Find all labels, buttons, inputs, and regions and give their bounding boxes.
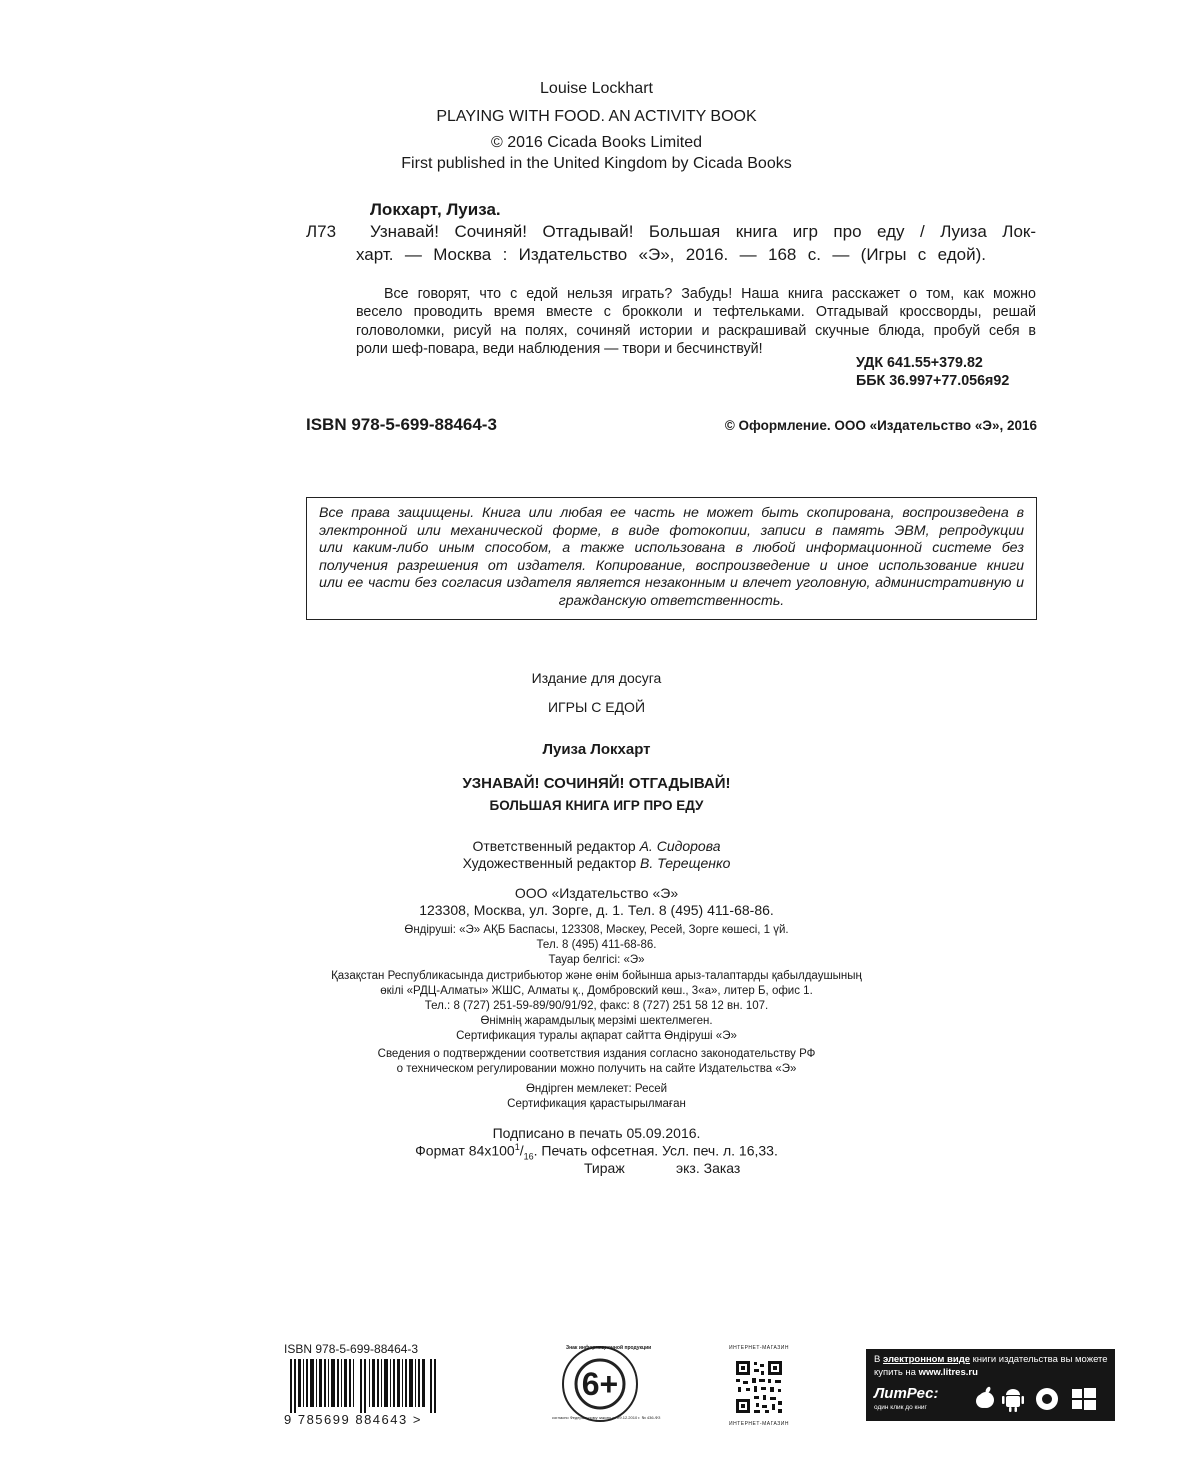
catalog-abstract (356, 285, 1036, 358)
isbn: ISBN 978-5-699-88464-3 (306, 415, 497, 434)
abstract-line: Все говорят, что с едой нельзя играть? Забудь! Наша книга расскажет о том, как можно (384, 286, 1036, 302)
kz-line: өкілі «РДЦ-Алматы» ЖШС, Алматы қ., Домбровский көш., 3«а», литер Б, офис 1. (380, 984, 813, 997)
imprint-title: УЗНАВАЙ! СОЧИНЯЙ! ОТГАДЫВАЙ! (462, 775, 731, 792)
design-copyright: © Оформление. ООО «Издательство «Э», 2016 (724, 418, 1037, 433)
shop-label-top: ИНТЕРНЕТ-МАГАЗИН (729, 1345, 789, 1351)
barcode-bars (290, 1359, 440, 1413)
origin-info (0, 1082, 1193, 1112)
rights-line: получения разрешения от издателя. Копирование, воспроизведение и иное использование книги (319, 557, 1024, 574)
format-prefix: Формат 84х100 (415, 1142, 515, 1159)
blackberry-icon (1036, 1388, 1058, 1410)
kz-line: Қазақстан Республикасында дистрибьютор және өнім бойынша арыз-талаптарды қабылдаушының (331, 969, 862, 982)
abstract-line: головоломки, рисуй на полях, сочиняй истории и раскрашивай скучные блюда, пробуй себя в (356, 322, 1036, 339)
origin-line: Өндірген мемлекет: Ресей (525, 1083, 668, 1095)
barcode-isbn: ISBN 978-5-699-88464-3 (284, 1342, 419, 1356)
kz-line: Өнімнің жарамдылық мерзімі шектелмеген. (480, 1015, 713, 1028)
original-author: Louise Lockhart (540, 80, 653, 97)
rf-line: о техническом регулировании можно получить на сайте Издательства «Э» (396, 1063, 797, 1076)
litres-text: книги издательства вы можете (970, 1354, 1108, 1365)
shop-label-bottom: ИНТЕРНЕТ-МАГАЗИН (729, 1421, 789, 1427)
kz-line: Тауар белгісі: «Э» (548, 954, 645, 967)
kz-line: Тел. 8 (495) 411-68-86. (536, 939, 657, 952)
catalog-heading: Локхарт, Луиза. (370, 200, 501, 219)
format-line: Формат $84х100^1/_{16}$. Печать офсетная. Усл. печ. л. 16,33. (415, 1142, 778, 1162)
rights-line: гражданскую ответственность. (558, 592, 785, 609)
imprint-subtitle: БОЛЬШАЯ КНИГА ИГР ПРО ЕДУ (489, 798, 704, 813)
kz-line: Сертификация туралы ақпарат сайтта Өндіруші «Э» (456, 1030, 737, 1043)
editor-name: А. Сидорова (639, 838, 721, 854)
rights-line: или каким-либо иным способом, а также использована в любой информационной системе без (319, 540, 1024, 557)
abstract-line: весело проводить время вместе с брокколи и тефтельками. Отгадывай кроссворды, решай (356, 304, 1036, 321)
litres-url: www.litres.ru (918, 1367, 978, 1378)
age-rating-value: 6+ (581, 1366, 619, 1402)
editor-line (0, 838, 1193, 854)
original-title: PLAYING WITH FOOD. AN ACTIVITY BOOK (436, 108, 757, 125)
original-copyright: © 2016 Cicada Books Limited (490, 134, 702, 151)
apple-icon (976, 1386, 994, 1408)
rights-notice (306, 497, 1037, 620)
litres-tagline: один клик до книг (874, 1404, 927, 1411)
litres-text: купить на (874, 1367, 919, 1378)
art-editor-name: В. Терещенко (640, 855, 731, 871)
edition-type: Издание для досуга (531, 670, 662, 686)
age-rating-bottom-text: согласно Федеральному закону от 29.12.2010 г. № 436-ФЗ (552, 1415, 661, 1420)
isbn-barcode (284, 1342, 450, 1430)
platform-icons (972, 1385, 1108, 1413)
barcode-digits-text: 9 785699 884643 (284, 1412, 408, 1427)
editor-label: Ответственный редактор (472, 838, 636, 854)
format-suffix: . Печать офсетная. Усл. печ. л. 16,33. (533, 1142, 778, 1159)
shop-qr-block (716, 1345, 802, 1429)
publisher-address: 123308, Москва, ул. Зорге, д. 1. Тел. 8 (495) 411-68-86. (419, 902, 774, 918)
barcode-digits (284, 1412, 422, 1427)
litres-line-1 (874, 1354, 1108, 1365)
circulation: Тираж (584, 1160, 625, 1176)
catalog-index: Л73 (306, 222, 337, 241)
publisher-name: ООО «Издательство «Э» (514, 885, 679, 901)
rights-line: Все права защищены. Книга или любая ее часть не может быть скопирована, воспроизведена в (319, 505, 1024, 521)
catalog-line-1: Узнавай! Сочиняй! Отгадывай! Большая книга игр про еду / Луиза Лок- (370, 222, 1036, 241)
barcode-arrow: > (412, 1412, 422, 1427)
art-editor-line (0, 855, 1193, 871)
litres-banner (866, 1349, 1115, 1421)
age-rating-badge (546, 1345, 661, 1423)
bbk: ББК 36.997+77.056я92 (856, 373, 1010, 389)
rf-info (0, 1047, 1193, 1077)
qr-code-icon (734, 1359, 784, 1415)
kz-line: Өндіруші: «Э» АҚБ Баспасы, 123308, Мәскеу, Ресей, Зорге көшесі, 1 үй. (404, 924, 789, 936)
kz-info (0, 923, 1193, 1045)
signed-date: Подписано в печать 05.09.2016. (492, 1125, 701, 1141)
windows-icon (1072, 1388, 1096, 1410)
litres-line-2 (874, 1367, 978, 1378)
copies-order: экз. Заказ (676, 1160, 741, 1176)
format-den: 16 (523, 1151, 534, 1162)
origin-line: Сертификация қарастырылмаған (507, 1098, 686, 1111)
first-published: First published in the United Kingdom by Cicada Books (401, 155, 792, 172)
art-editor-label: Художественный редактор (462, 855, 637, 871)
android-icon (1002, 1389, 1024, 1412)
kz-line: Тел.: 8 (727) 251-59-89/90/91/92, факс: 8 (727) 251 58 12 вн. 107. (424, 1000, 769, 1013)
rights-line: или ее части без согласия издателя является незаконным и влечет уголовную, административную и (319, 575, 1024, 592)
rights-line: электронной или механической форме, в виде фотокопии, записи в память ЭВМ, репродукции (319, 522, 1024, 539)
litres-text-emph: электронном виде (882, 1354, 971, 1365)
catalog-line-2: харт. — Москва : Издательство «Э», 2016. — 168 с. — (Игры с едой). (356, 245, 986, 264)
age-rating-top-text: Знак информационной продукции (566, 1345, 652, 1351)
imprint-author: Луиза Локхарт (542, 741, 651, 758)
format-num: 1 (514, 1142, 520, 1152)
rf-line: Сведения о подтверждении соответствия издания согласно законодательству РФ (377, 1048, 816, 1060)
udk: УДК 641.55+379.82 (856, 355, 983, 371)
litres-text: В (874, 1354, 883, 1365)
litres-logo: ЛитРес: (874, 1385, 939, 1402)
series-name: ИГРЫ С ЕДОЙ (547, 699, 646, 715)
abstract-line: роли шеф-повара, веди наблюдения — твори и бесчинствуй! (356, 340, 763, 357)
